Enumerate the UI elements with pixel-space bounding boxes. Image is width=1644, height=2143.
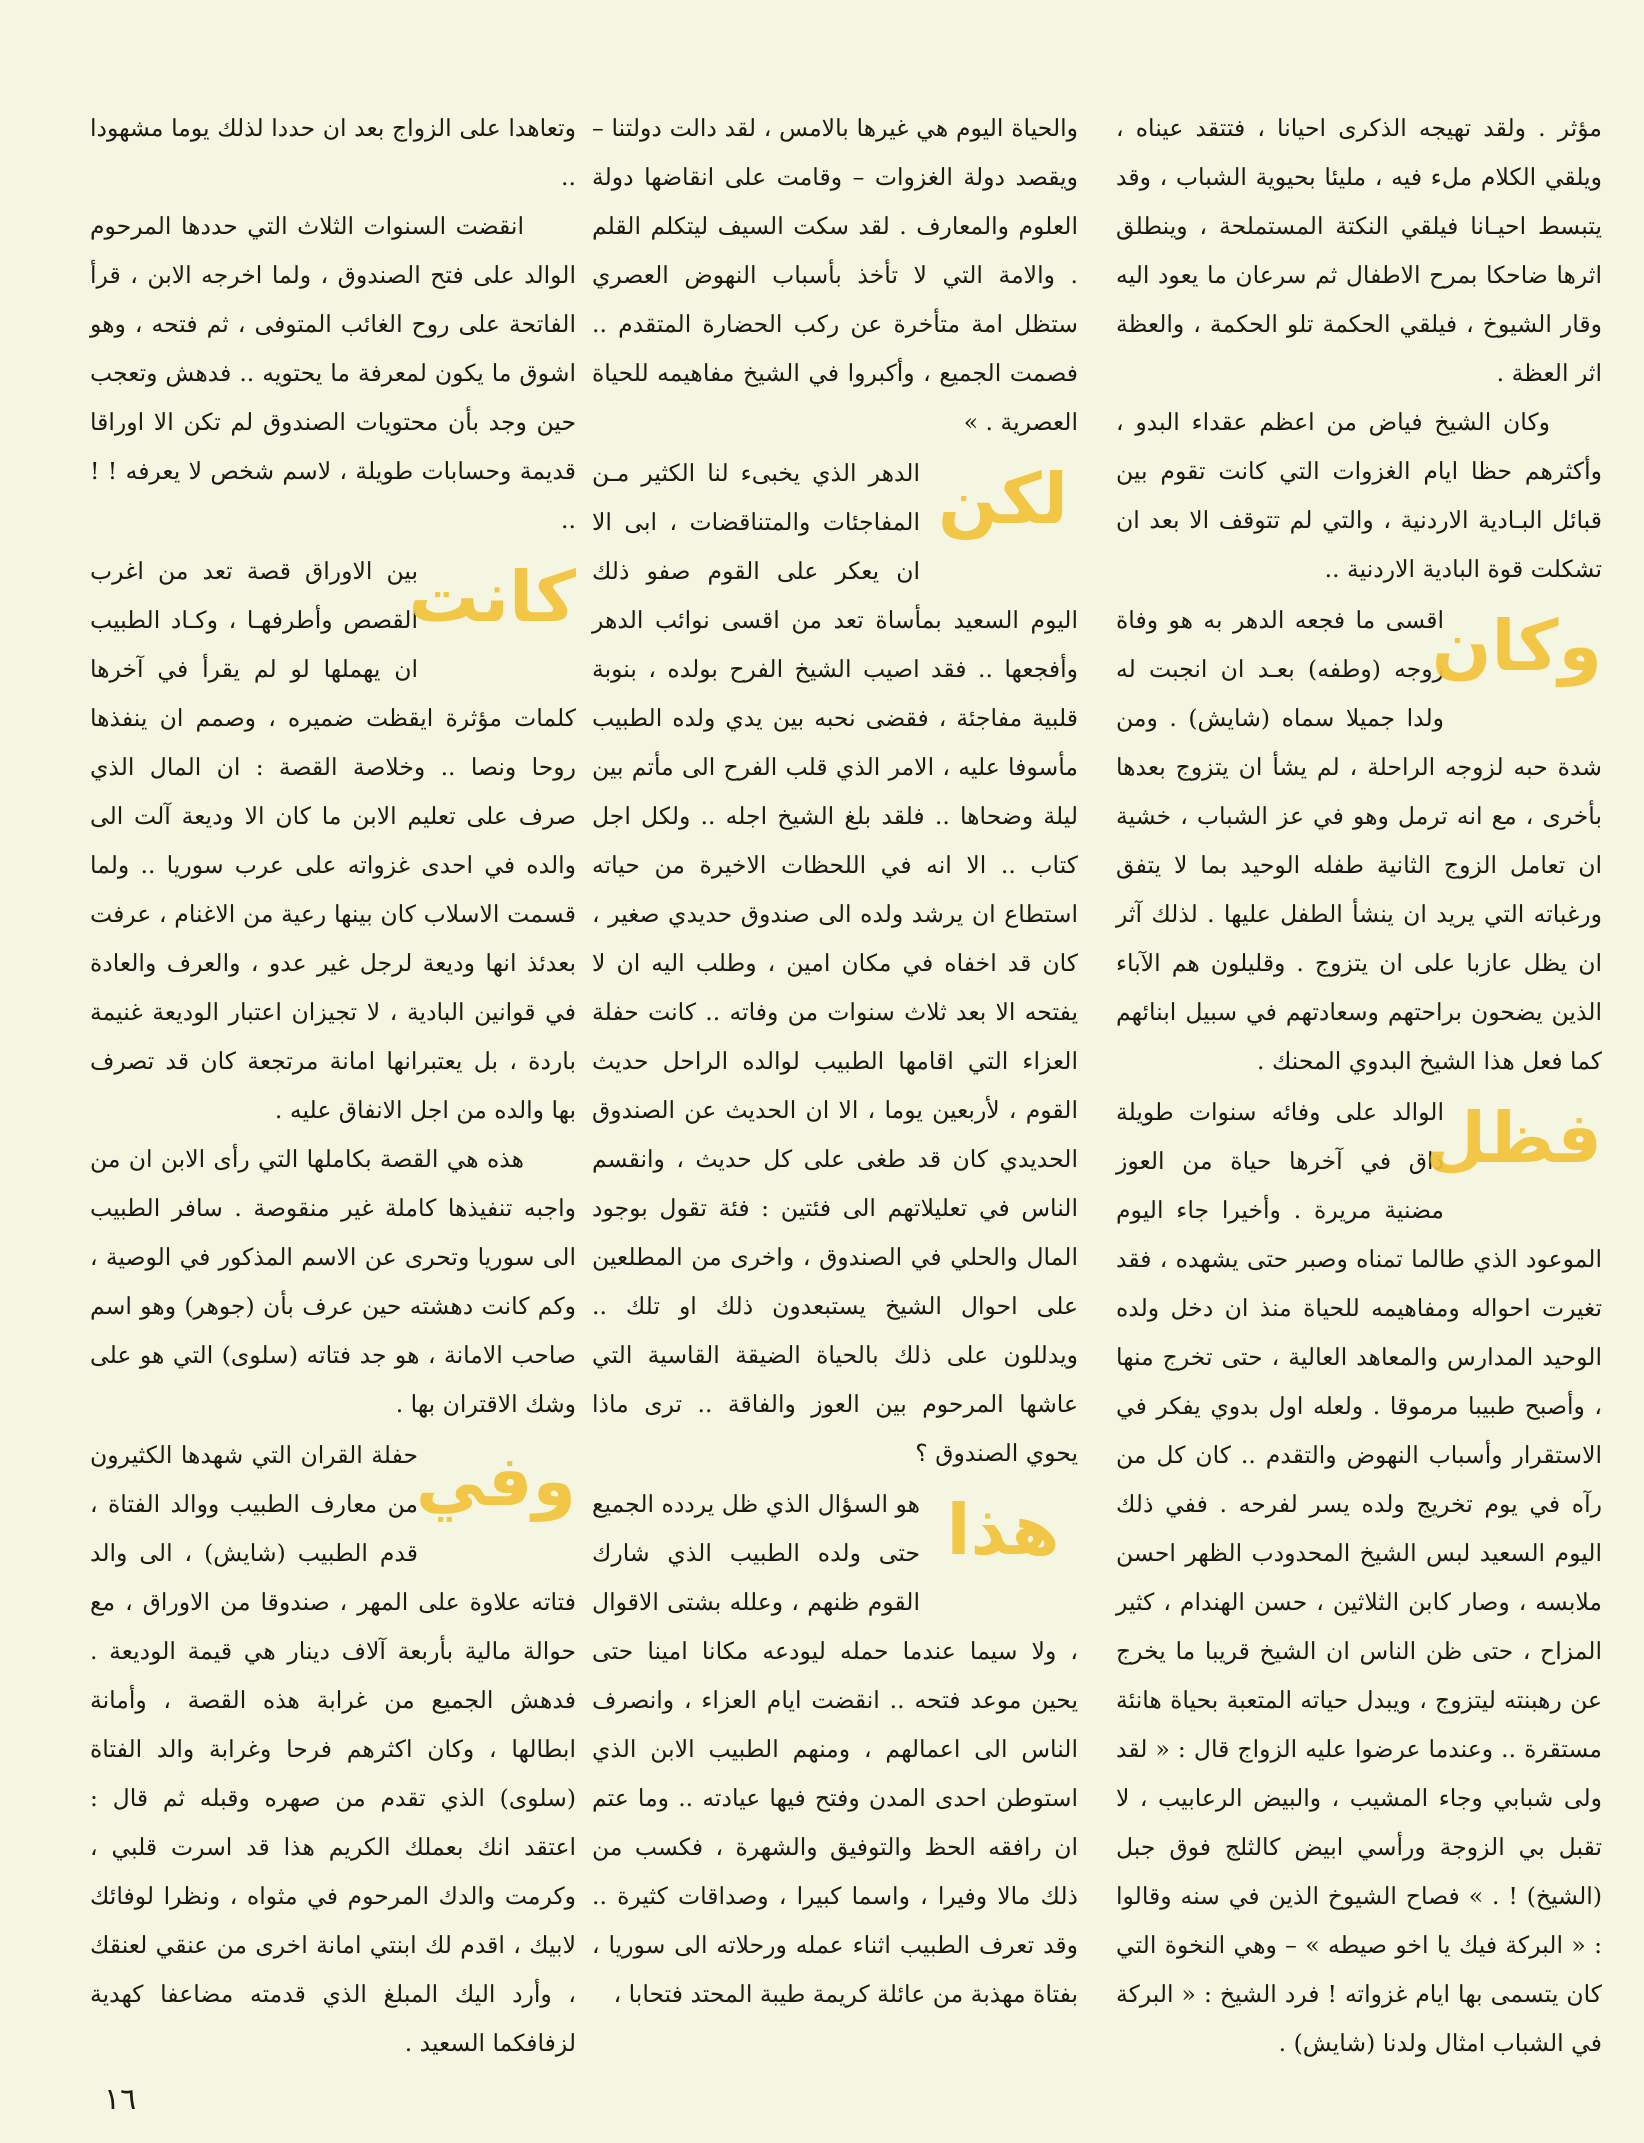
dropcap-word: كانت [408,556,576,638]
dropcap-word: هذا [946,1489,1060,1571]
paragraph: والحياة اليوم هي غيرها بالامس ، لقد دالت دولتنا – ويقصد دولة الغزوات – وقامت على انقاضها دولة العلوم والمعارف . لقد سكت السيف ليتكلم القلم . والامة التي لا تأخذ بأسباب النهوض العصري ستظل امة متأخرة عن ركب الحضارة المتقدم .. فصمت الجميع ، وأكبروا في الشيخ مفاهيمه للحياة العصرية . » [592,114,1078,436]
dropcap-paragraph [592,447,1078,1478]
paragraph: وتعاهدا على الزواج بعد ان حددا لذلك يوما مشهودا .. [90,114,576,191]
dropcap-paragraph [1116,594,1602,1086]
paragraph: بين الاوراق قصة تعد من اغرب القصص وأطرفهـا ، وكـاد الطبيب ان يهملها لو لم يقرأ في آخرها كلمات مؤثرة ايقظت ضميره ، وصمم ان ينفذها روحا ونصا .. وخلاصة القصة : ان المال الذي صرف على تعليم الابن ما كان الا وديعة آلت الى والده في احدى غزواته على عرب سوريا .. ولما قسمت الاسلاب كان بينها رعية من الاغنام ، عرفت بعدئذ انها وديعة لرجل غير عدو ، والعرف والعادة في قوانين البادية ، لا تجيزان اعتبار الوديعة غنيمة باردة ، بل يعتبرانها امانة مرتجعة كان قد تصرف بها والده من اجل الانفاق عليه . [90,557,576,1124]
dropcap-word: لكن [938,458,1068,540]
dropcap-word: فظل [1425,1097,1602,1179]
article-column-left [90,104,576,2057]
paragraph: هو السؤال الذي ظل يردده الجميع حتى ولده الطبيب الذي شارك القوم ظنهم ، وعلله بشتى الاقوال ، ولا سيما عندما حمله ليودعه مكانا امينا حتى يحين موعد فتحه .. انقضت ايام العزاء ، وانصرف الناس الى اعمالهم ، ومنهم الطبيب الابن الذي استوطن احدى المدن وفتح فيها عيادته .. وما عتم ان رافقه الحظ والتوفيق والشهرة ، فكسب من ذلك مالا وفيرا ، واسما كبيرا ، وصداقات كثيرة .. وقد تعرف الطبيب اثناء عمله ورحلاته الى سوريا ، بفتاة مهذبة من عائلة كريمة طيبة المحتد فتحابا ، [592,1490,1078,2008]
paragraph: حفلة القران التي شهدها الكثيرون من معارف الطبيب ووالد الفتاة ، قدم الطبيب (شايش) ، الى والد فتاته علاوة على المهر ، صندوقا من الاوراق ، مع حوالة مالية بأربعة آلاف دينار هي قيمة الوديعة . فدهش الجميع من غرابة هذه القصة ، وأمانة ابطالها ، وكان اكثرهم فرحا وغرابة والد الفتاة (سلوى) الذي تقدم من صهره وقبله ثم قال : اعتقد انك بعملك الكريم هذا قد اسرت قلبي ، وكرمت والدك المرحوم في مثواه ، ونظرا لوفائك لابيك ، اقدم لك ابنتي امانة اخرى من عنقي لعنقك ، وأرد اليك المبلغ الذي قدمته مضاعفا كهدية لزفافكما السعيد . [90,1441,576,2057]
paragraph: مؤثر . ولقد تهيجه الذكرى احيانا ، فتتقد عيناه ، ويلقي الكلام ملء فيه ، مليئا بحيوية الشباب ، وقد يتبسط احيـانا فيلقي النكتة المستملحة ، وينطلق اثرها ضاحكا بمرح الاطفال ثم سرعان ما يعود اليه وقار الشيوخ ، فيلقي الحكمة تلو الحكمة ، والعظة اثر العظة . [1116,114,1602,387]
dropcap-word: وفي [415,1440,576,1522]
paragraph: اقسى ما فجعه الدهر به هو وفاة زوجه (وطفه) بعـد ان انجبت له ولدا جميلا سماه (شايش) . ومن شدة حبه لزوجه الراحلة ، لم يشأ ان يتزوج بعدها بأخرى ، مع انه ترمل وهو في عز الشباب ، خشية ان تعامل الزوج الثانية طفله الوحيد بما لا يتفق ورغباته التي يريد ان ينشأ الطفل عليها . لذلك آثر ان يظل عازبا على ان يتزوج . وقليلون هم الآباء الذين يضحون براحتهم وسعادتهم في سبيل ابنائهم كما فعل هذا الشيخ البدوي المحنك . [1116,606,1602,1075]
page-number: ١٦ [104,2082,137,2117]
paragraph: الوالد على وفائه سنوات طويلة ذاق في آخرها حياة من العوز مضنية مريرة . وأخيرا جاء اليوم الموعود الذي طالما تمناه وصبر حتى يشهده ، فقد تغيرت احواله ومفاهيمه للحياة منذ ان دخل ولده الوحيد المدارس والمعاهد العالية ، حتى تخرج منها ، وأصبح طبيبا مرموقا . ولعله اول بدوي يفكر في الاستقرار وأسباب النهوض والتقدم .. كان كل من رآه في يوم تخريج ولده يسر لفرحه . ففي ذلك اليوم السعيد لبس الشيخ المحدودب الظهر احسن ملابسه ، وصار كابن الثلاثين ، حسن الهندام ، كثير المزاح ، حتى ظن الناس ان الشيخ قريبا ما يخرج عن رهبنته ليتزوج ، ويبدل حياته المتعبة بحياة هانئة مستقرة .. وعندما عرضوا عليه الزواج قال : « لقد ولى شبابي وجاء المشيب ، والبيض الرعابيب ، لا تقبل بي الزوجة ورأسي ابيض كالثلج فوق جبل (الشيخ) ! . » فصاح الشيوخ الذين في سنه وقالوا : « البركة فيك يا اخو صيطه » – وهي النخوة التي كان يتسمى بها ايام غزواته ! فرد الشيخ : « البركة في الشباب امثال ولدنا (شايش) . [1116,1098,1602,2057]
paragraph: هذه هي القصة بكاملها التي رأى الابن ان من واجبه تنفيذها كاملة غير منقوصة . سافر الطبيب الى سوريا وتحرى عن الاسم المذكور في الوصية ، وكم كانت دهشته حين عرف بأن (جوهر) وهو اسم صاحب الامانة ، هو جد فتاته (سلوى) التي هو على وشك الاقتران بها . [90,1145,576,1418]
dropcap-paragraph [90,545,576,1135]
paragraph: الدهر الذي يخبىء لنا الكثير مـن المفاجئات والمتناقضات ، ابى الا ان يعكر على القوم صفو ذلك اليوم السعيد بمأساة تعد من اقسى نوائب الدهر وأفجعها .. فقد اصيب الشيخ الفرح بولده ، بنوبة قلبية مفاجئة ، فقضى نحبه بين يدي ولده الطبيب مأسوفا عليه ، الامر الذي قلب الفرح الى مأتم بين ليلة وضحاها .. فلقد بلغ الشيخ اجله .. ولكل اجل كتاب .. الا انه في اللحظات الاخيرة من حياته استطاع ان يرشد ولده الى صندوق حديدي صغير ، كان قد اخفاه في مكان امين ، وطلب اليه ان لا يفتحه الا بعد ثلاث سنوات من وفاته .. كانت حفلة العزاء التي اقامها الطبيب لوالده الراحل حديث القوم ، لأربعين يوما ، الا ان الحديث عن الصندوق الحديدي كان قد طغى على كل حديث ، وانقسم الناس في تعليلاتهم الى فئتين : فئة تقول بوجود المال والحلي في الصندوق ، واخرى من المطلعين على احوال الشيخ يستبعدون ذلك او تلك .. ويدللون على ذلك بالحياة الضيقة القاسية التي عاشها المرحوم بين العوز والفاقة .. ترى ماذا يحوي الصندوق ؟ [592,459,1078,1467]
paragraph: وكان الشيخ فياض من اعظم عقداء البدو ، وأكثرهم حظا ايام الغزوات التي كانت تقوم بين قبائل البـادية الاردنية ، والتي لم تتوقف الا بعد ان تشكلت قوة البادية الاردنية .. [1116,408,1602,583]
dropcap-word: وكان [1431,605,1602,687]
paragraph: انقضت السنوات الثلاث التي حددها المرحوم الوالد على فتح الصندوق ، ولما اخرجه الابن ، قرأ الفاتحة على روح الغائب المتوفى ، ثم فتحه ، وهو اشوق ما يكون لمعرفة ما يحتويه .. فدهش وتعجب حين وجد بأن محتويات الصندوق لم تكن الا اوراقا قديمة وحسابات طويلة ، لاسم شخص لا يعرفه ! ! .. [90,212,576,534]
dropcap-paragraph [592,1478,1078,2019]
article-column-right [1116,104,1602,2057]
dropcap-paragraph [1116,1086,1602,2068]
dropcap-paragraph [90,1429,576,2068]
article-column-middle [592,104,1078,2034]
